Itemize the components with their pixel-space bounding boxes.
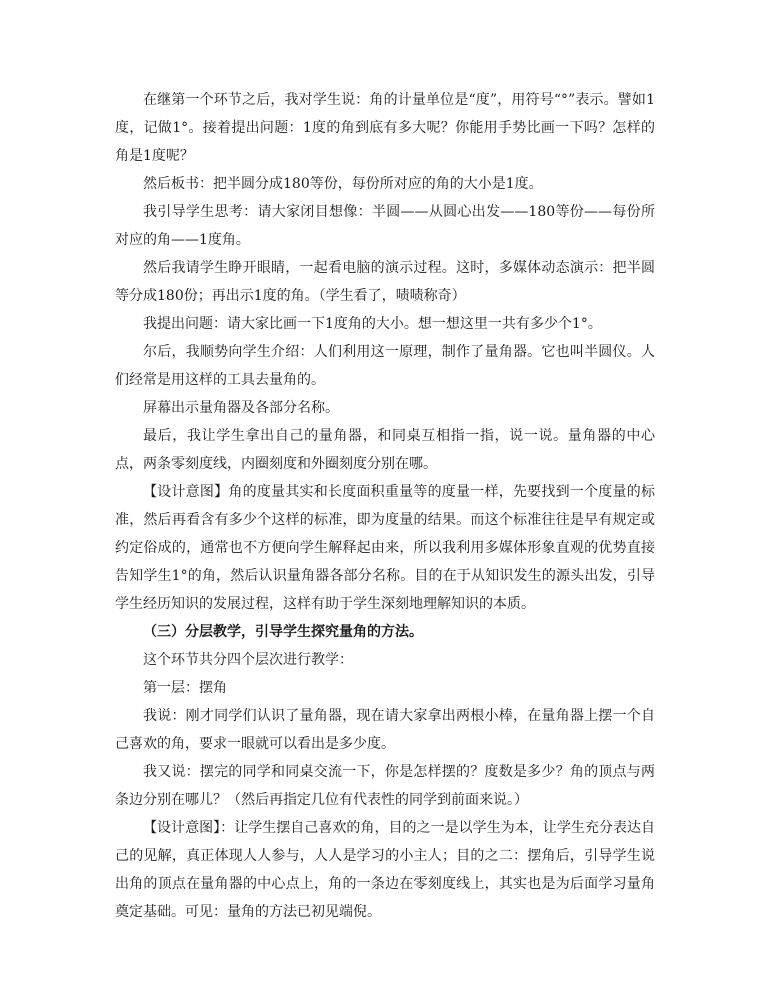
paragraph-level-one: 第一层：摆角	[143, 680, 227, 696]
paragraph-unit-of-degree: 在继第一个环节之后，我对学生说：角的计量单位是“度”，用符号“°”表示。譬如1度，记做1°。接着提出问题：1度的角到底有多大呢？你能用手势比画一下吗？怎样的角是1度呢？	[115, 92, 655, 164]
paragraph-multimedia-demo: 然后我请学生睁开眼睛，一起看电脑的演示过程。这时，多媒体动态演示：把半圆等分成180份；再出示1度的角。（学生看了，啧啧称奇）	[115, 260, 655, 304]
paragraph-blackboard-writing: 然后板书：把半圆分成180等份，每份所对应的角的大小是1度。	[143, 176, 543, 192]
document-page	[115, 86, 655, 926]
paragraph-sticks-activity: 我说：刚才同学们认识了量角器，现在请大家拿出两根小棒，在量角器上摆一个自己喜欢的角，要求一眼就可以看出是多少度。	[115, 708, 655, 752]
paragraph-gesture-question: 我提出问题：请大家比画一下1度角的大小。想一想这里一共有多少个1°。	[143, 316, 602, 332]
paragraph-design-intent-2: 【设计意图】：让学生摆自己喜欢的角，目的之一是以学生为本，让学生充分表达自己的见解，真正体现人人参与，人人是学习的小主人；目的之二：摆角后，引导学生说出角的顶点在量角器的中心点上，角的一条边在零刻度线上，其实也是为后面学习量角奠定基础。可见：量角的方法已初见端倪。	[115, 820, 655, 920]
paragraph-pair-activity: 最后，我让学生拿出自己的量角器，和同桌互相指一指，说一说。量角器的中心点，两条零刻度线，内圈刻度和外圈刻度分别在哪。	[115, 428, 655, 472]
paragraph-design-intent-1: 【设计意图】角的度量其实和长度面积重量等的度量一样，先要找到一个度量的标准，然后再看含有多少个这样的标准，即为度量的结果。而这个标准往往是早有规定或约定俗成的，通常也不方便向学生解释起由来，所以我利用多媒体形象直观的优势直接告知学生1°的角，然后认识量角器各部分名称。目的在于从知识发生的源头出发，引导学生经历知识的发展过程，这样有助于学生深刻地理解知识的本质。	[115, 484, 655, 612]
paragraph-guided-thinking: 我引导学生思考：请大家闭目想像：半圆——从圆心出发——180等份——每份所对应的角——1度角。	[115, 204, 655, 248]
paragraph-screen-display: 屏幕出示量角器及各部分名称。	[143, 400, 339, 416]
paragraph-protractor-intro: 尔后，我顺势向学生介绍：人们利用这一原理，制作了量角器。它也叫半圆仪。人们经常是用这样的工具去量角的。	[115, 344, 655, 388]
paragraph-four-levels: 这个环节共分四个层次进行教学：	[143, 652, 353, 668]
paragraph-exchange: 我又说：摆完的同学和同桌交流一下，你是怎样摆的？度数是多少？角的顶点与两条边分别在哪儿？（然后再指定几位有代表性的同学到前面来说。）	[115, 764, 655, 808]
section-heading: （三）分层教学，引导学生探究量角的方法。	[143, 624, 423, 640]
